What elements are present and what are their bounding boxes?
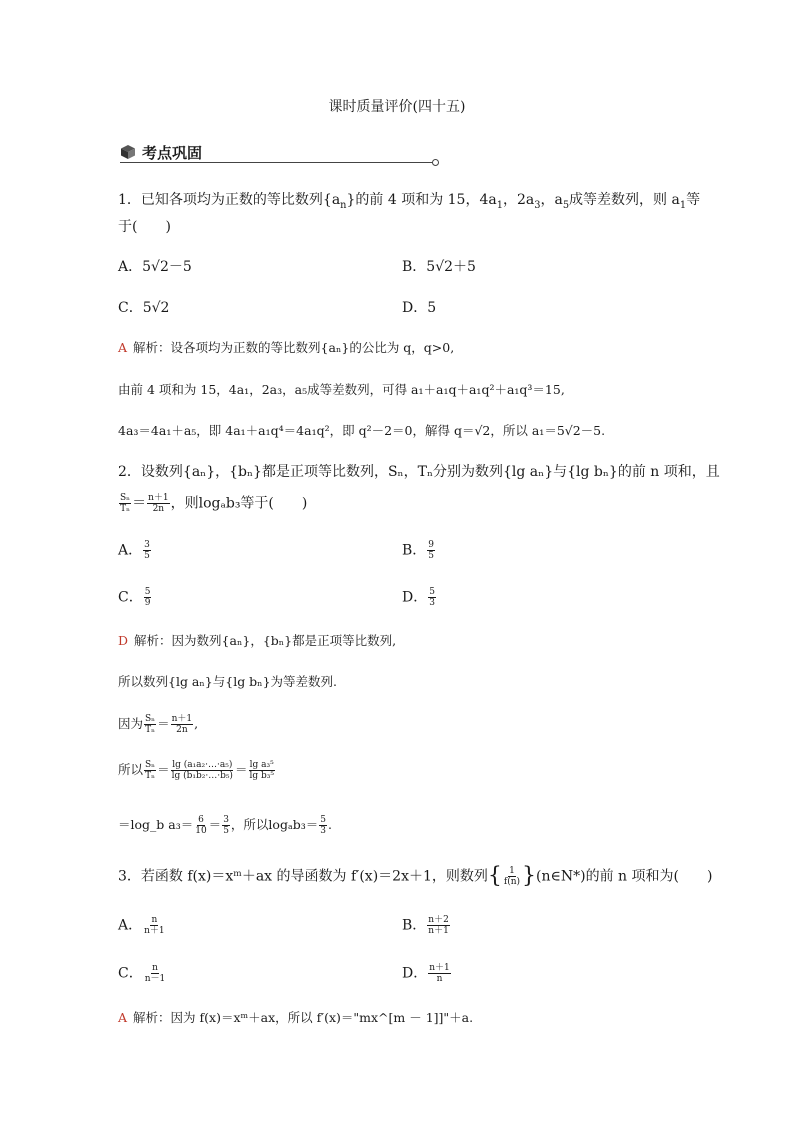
q2-stem: 2．设数列{aₙ}，{bₙ}都是正项等比数列，Sₙ，Tₙ分别为数列{lg aₙ}与{lg bₙ}的前 n 项和，且 [118,464,720,480]
q1-stem: 1．已知各项均为正数的等比数列$\{a_n\}$的前 4 项和为 15，$4a_1$，$2a_3$，$a_5$成等差数列，则 $a_1$等 [118,192,701,211]
q1-answer: A [118,340,128,355]
section-header [120,141,202,163]
q3-option-a[interactable]: A． $\frac{n}{n+1}$ [118,915,165,936]
q2-stem-line2: $\frac{\text{Sₙ}}{\text{Tₙ}}$ ＝ $\frac{n+1}{2n}$ ，则logₐb₃等于( ) [120,493,308,514]
q3-solution-line1: A 解析：因为 f(x)＝xᵐ＋ax，所以 f′(x)＝"mx^[m － 1]]"＋a. [118,1010,474,1025]
q1-option-c[interactable]: C．5√2 [118,300,170,316]
q2-solution-line1: D 解析：因为数列{aₙ}，{bₙ}都是正项等比数列, [118,633,397,648]
q2-option-c[interactable]: C． $\frac{5}{9}$ [118,587,151,608]
section-divider [120,162,434,163]
q3-stem: 3．若函数 f(x)＝xᵐ＋ax 的导函数为 f′(x)＝2x＋1，则数列{ $\frac{1}{f(n)}$ }(n∈N*)的前 n 项和为( ) [118,863,713,889]
q2-answer: D [118,633,129,648]
q1-solution-line2: 由前 4 项和为 15，4a₁，2a₃，a₅成等差数列，可得 a₁＋a₁q＋a₁q²＋a₁q³＝15, [118,382,565,397]
q1-option-d[interactable]: D．5 [402,300,437,316]
q3-option-b[interactable]: B． $\frac{n+2}{n+1}$ [402,915,449,936]
q2-solution-line3: 因为 $\frac{\text{Sₙ}}{\text{Tₙ}}$ ＝ $\frac{n+1}{2n}$ , [118,714,199,735]
section-label: 考点巩固 [142,143,203,162]
q1-option-b[interactable]: B．5√2＋5 [402,259,476,275]
q3-answer: A [118,1010,128,1025]
q2-solution-line5: ＝log_b a₃＝ $\frac{6}{10}$ ＝ $\frac{3}{5}$ ，所以logₐb₃＝ $\frac{5}{3}$ . [118,815,333,836]
divider-end-dot [432,159,439,166]
cube-icon [120,144,136,160]
q3-option-d[interactable]: D． $\frac{n+1}{n}$ [402,963,450,984]
q2-option-b[interactable]: B． $\frac{9}{5}$ [402,540,435,561]
q2-option-d[interactable]: D． $\frac{5}{3}$ [402,587,435,608]
page-title: 课时质量评价(四十五) [328,99,466,115]
q1-solution-line1: A 解析：设各项均为正数的等比数列{aₙ}的公比为 q，q>0, [118,340,455,355]
q1-stem-line2: 于( ) [118,219,171,235]
q2-solution-line4: 所以 $\frac{\text{Sₙ}}{\text{Tₙ}}$ ＝ $\frac{\text{lg (a₁a₂·…·a₅)}}{\text{lg (b₁b₂·…·b₅)}}$ ＝ $\frac{\text{lg a₃⁵}}{\text{lg b₃⁵}}$ [118,760,274,781]
q1-option-a[interactable]: A．5√2－5 [118,259,192,275]
q3-option-c[interactable]: C． $\frac{n}{n-1}$ [118,963,166,984]
q2-solution-line2: 所以数列{lg aₙ}与{lg bₙ}为等差数列. [118,674,338,689]
q2-option-a[interactable]: A． $\frac{3}{5}$ [118,540,150,561]
q1-solution-line3: 4a₃＝4a₁＋a₅，即 4a₁＋a₁q⁴＝4a₁q²，即 q²－2＝0，解得 q＝√2，所以 a₁＝5√2－5. [118,423,606,438]
